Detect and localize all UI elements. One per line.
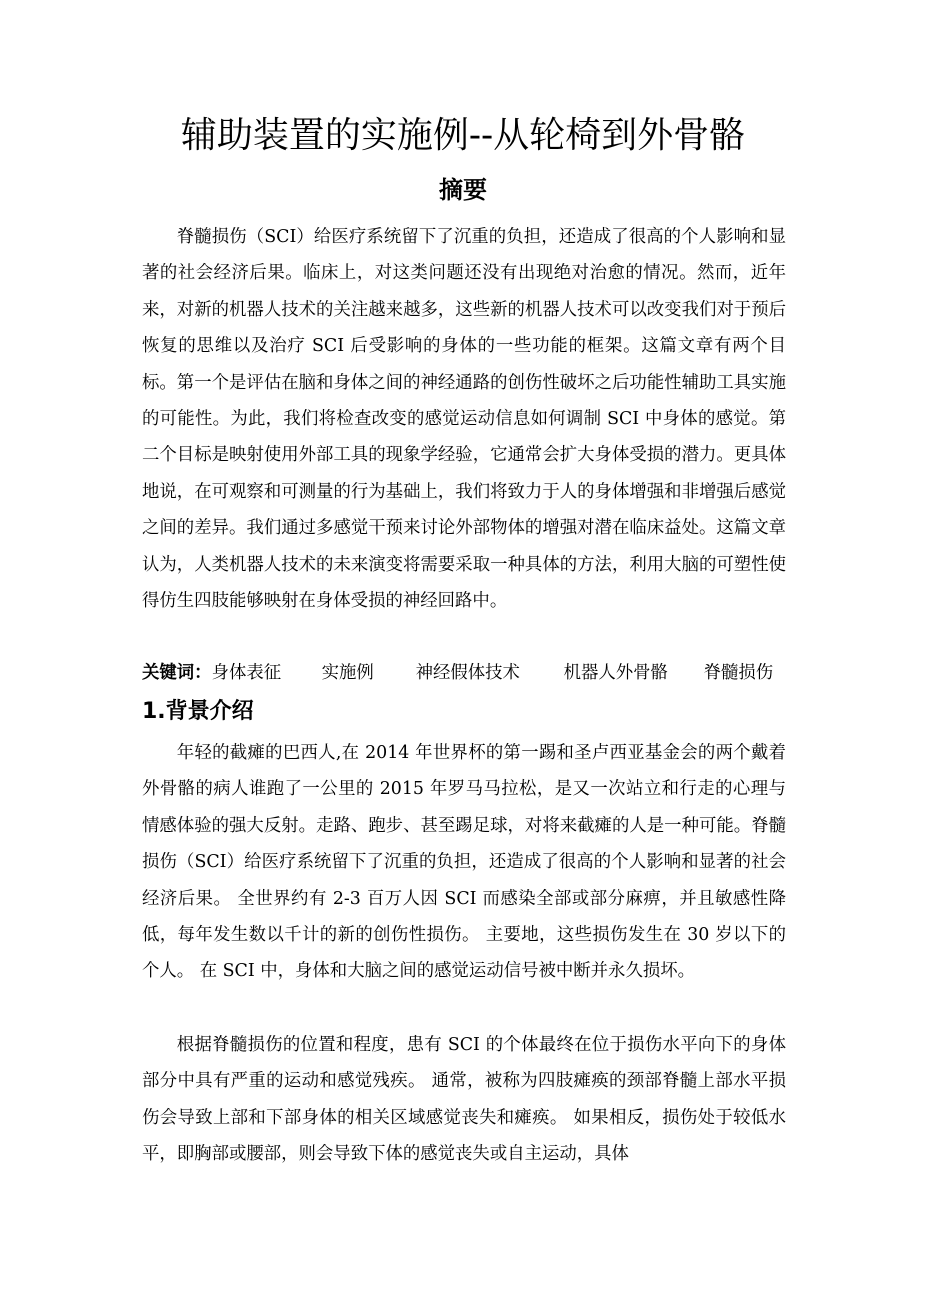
keywords-line	[142, 655, 790, 691]
keywords-label: 关键词：	[142, 663, 212, 683]
document-title: 辅助装置的实施例--从轮椅到外骨骼	[180, 115, 746, 156]
keyword-item: 机器人外骨骼	[563, 663, 668, 683]
abstract-paragraph: 脊髓损伤（SCI）给医疗系统留下了沉重的负担，还造成了很高的个人影响和显著的社会经济后果。临床上，对这类问题还没有出现绝对治愈的情况。然而，近年来，对新的机器人技术的关注越来越多，这些新的机器人技术可以改变我们对于预后恢复的思维以及治疗 SCI 后受影响的身体的一些功能的框架。这篇文章有两个目标。第一个是评估在脑和身体之间的神经通路的创伤性破坏之后功能性辅助工具实施的可能性。为此，我们将检查改变的感觉运动信息如何调制 SCI 中身体的感觉。第二个目标是映射使用外部工具的现象学经验，它通常会扩大身体受损的潜力。更具体地说，在可观察和可测量的行为基础上，我们将致力于人的身体增强和非增强后感觉之间的差异。我们通过多感觉干预来讨论外部物体的增强对潜在临床益处。这篇文章认为，人类机器人技术的未来演变将需要采取一种具体的方法，利用大脑的可塑性使得仿生四肢能够映射在身体受损的神经回路中。	[142, 227, 786, 612]
section-heading: 1.背景介绍	[142, 699, 254, 724]
keyword-item: 脊髓损伤	[703, 663, 774, 683]
body-paragraph: 根据脊髓损伤的位置和程度，患有 SCI 的个体最终在位于损伤水平向下的身体部分中具有严重的运动和感觉残疾。 通常，被称为四肢瘫痪的颈部脊髓上部水平损伤会导致上部和下部身体的相关区域感觉丧失和瘫痪。 如果相反，损伤处于较低水平，即胸部或腰部，则会导致下体的感觉丧失或自主运动，具体	[142, 1035, 786, 1165]
keyword-item: 实施例	[321, 663, 374, 683]
keyword-item: 身体表征	[211, 663, 282, 683]
keyword-item: 神经假体技术	[415, 663, 520, 683]
body-paragraph: 年轻的截瘫的巴西人,在 2014 年世界杯的第一踢和圣卢西亚基金会的两个戴着外骨骼的病人谁跑了一公里的 2015 年罗马马拉松，是又一次站立和行走的心理与情感体验的强大反射。走路、跑步、甚至踢足球，对将来截瘫的人是一种可能。脊髓损伤（SCI）给医疗系统留下了沉重的负担，还造成了很高的个人影响和显著的社会经济后果。 全世界约有 2-3 百万人因 SCI 而感染全部或部分麻痹，并且敏感性降低，每年发生数以千计的新的创伤性损伤。 主要地，这些损伤发生在 30 岁以下的个人。 在 SCI 中，身体和大脑之间的感觉运动信号被中断并永久损坏。	[142, 743, 786, 982]
abstract-heading: 摘要	[439, 176, 487, 204]
